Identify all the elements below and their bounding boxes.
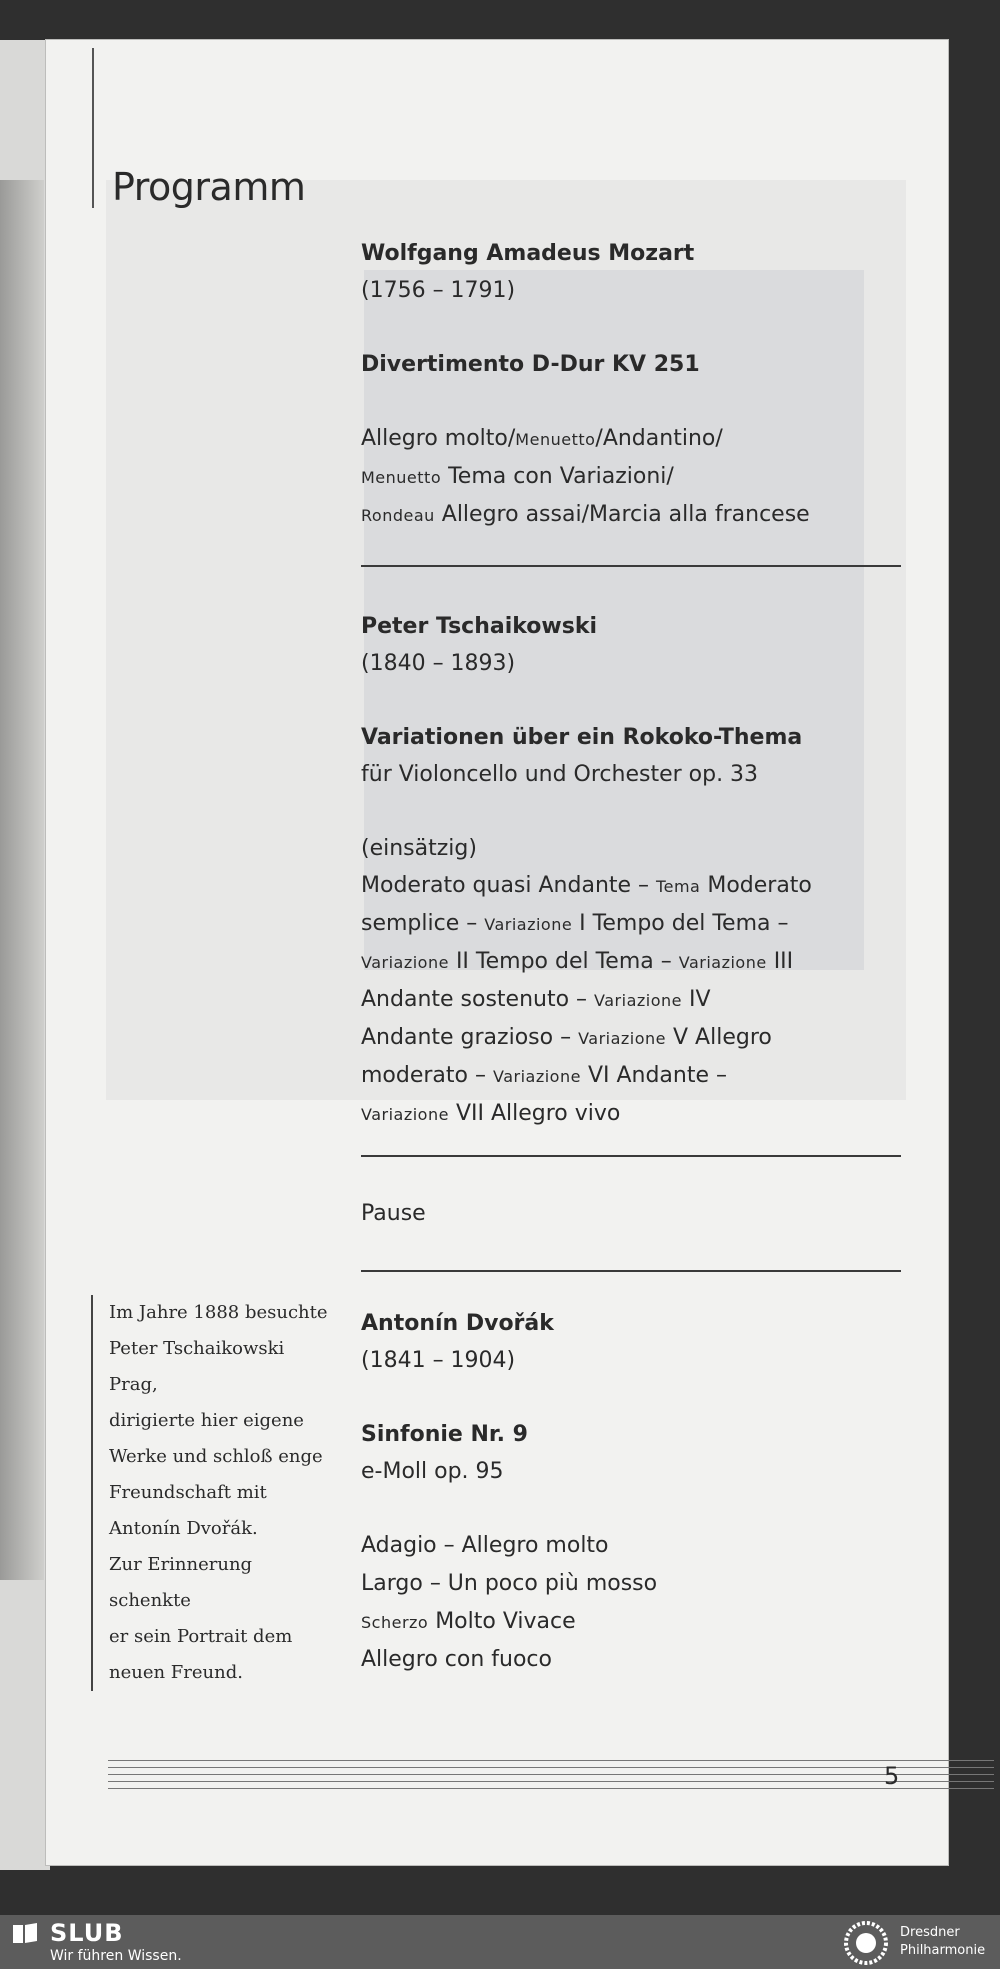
work-subtitle: e-Moll op. 95 <box>361 1459 504 1484</box>
movement-line: moderato – Variazione VI Andante – <box>361 1063 728 1088</box>
composer-dates: (1756 – 1791) <box>361 278 516 303</box>
movement-line: Andante sostenuto – Variazione IV <box>361 987 711 1012</box>
work-title: Divertimento D-Dur KV 251 <box>361 352 700 377</box>
section-divider <box>361 565 901 567</box>
tschaikowski-section <box>361 608 906 1133</box>
sidenote-line: neuen Freund. <box>109 1662 243 1683</box>
composer-name: Peter Tschaikowski <box>361 614 598 639</box>
slub-logo-text: SLUB <box>50 1919 124 1947</box>
sidenote <box>91 1295 329 1691</box>
sidenote-line: Werke und schloß enge <box>109 1446 323 1467</box>
movement-line: Andante grazioso – Variazione V Allegro <box>361 1025 772 1050</box>
sidenote-line: Peter Tschaikowski Prag, <box>109 1338 285 1395</box>
work-note: (einsätzig) <box>361 836 477 861</box>
section-divider <box>361 1270 901 1272</box>
sidenote-line: Freundschaft mit <box>109 1482 267 1503</box>
sidenote-line: dirigierte hier eigene <box>109 1410 304 1431</box>
movement-line: Allegro molto/Menuetto/Andantino/ <box>361 426 723 451</box>
composer-name: Antonín Dvořák <box>361 1311 554 1336</box>
movement-line: Adagio – Allegro molto <box>361 1533 609 1558</box>
footer-banner <box>0 1915 1000 1969</box>
work-subtitle: für Violoncello und Orchester op. 33 <box>361 762 759 787</box>
page-title: Programm <box>112 165 306 209</box>
movement-line: Largo – Un poco più mosso <box>361 1571 658 1596</box>
footer-rules <box>108 1760 994 1800</box>
movement-line: Allegro con fuoco <box>361 1647 552 1672</box>
slub-tagline: Wir führen Wissen. <box>50 1948 182 1964</box>
movement-line: Menuetto Tema con Variazioni/ <box>361 464 674 489</box>
philharmonie-name-line1: Dresdner <box>900 1925 960 1940</box>
dvorak-section <box>361 1305 906 1679</box>
philharmonie-name-line2: Philharmonie <box>900 1943 986 1958</box>
page-number: 5 <box>884 1762 900 1790</box>
previous-page-photo-edge <box>0 180 44 1580</box>
sidenote-line: Antonín Dvořák. <box>109 1518 258 1539</box>
work-title: Variationen über ein Rokoko-Thema <box>361 725 803 750</box>
sidenote-line: Zur Erinnerung schenkte <box>109 1554 253 1611</box>
mozart-section <box>361 235 906 534</box>
movement-list <box>361 867 906 1133</box>
composer-dates: (1840 – 1893) <box>361 651 516 676</box>
sidenote-line: er sein Portrait dem <box>109 1626 293 1647</box>
movement-line: Scherzo Molto Vivace <box>361 1609 576 1634</box>
movement-line: Rondeau Allegro assai/Marcia alla francese <box>361 502 810 527</box>
philharmonie-logo-icon <box>842 1919 890 1967</box>
sidenote-line: Im Jahre 1888 besuchte <box>109 1302 328 1323</box>
title-vertical-rule <box>92 48 94 208</box>
movement-line: Variazione II Tempo del Tema – Variazione III <box>361 949 794 974</box>
composer-name: Wolfgang Amadeus Mozart <box>361 241 695 266</box>
program-page <box>46 40 948 1865</box>
intermission <box>361 1195 906 1232</box>
slub-logo-icon <box>12 1923 38 1945</box>
movement-list <box>361 1527 906 1679</box>
work-title: Sinfonie Nr. 9 <box>361 1422 528 1447</box>
movement-list <box>361 420 906 534</box>
section-divider <box>361 1155 901 1157</box>
pause-label: Pause <box>361 1201 426 1226</box>
movement-line: semplice – Variazione I Tempo del Tema – <box>361 911 789 936</box>
composer-dates: (1841 – 1904) <box>361 1348 516 1373</box>
movement-line: Variazione VII Allegro vivo <box>361 1101 621 1126</box>
movement-line: Moderato quasi Andante – Tema Moderato <box>361 873 812 898</box>
